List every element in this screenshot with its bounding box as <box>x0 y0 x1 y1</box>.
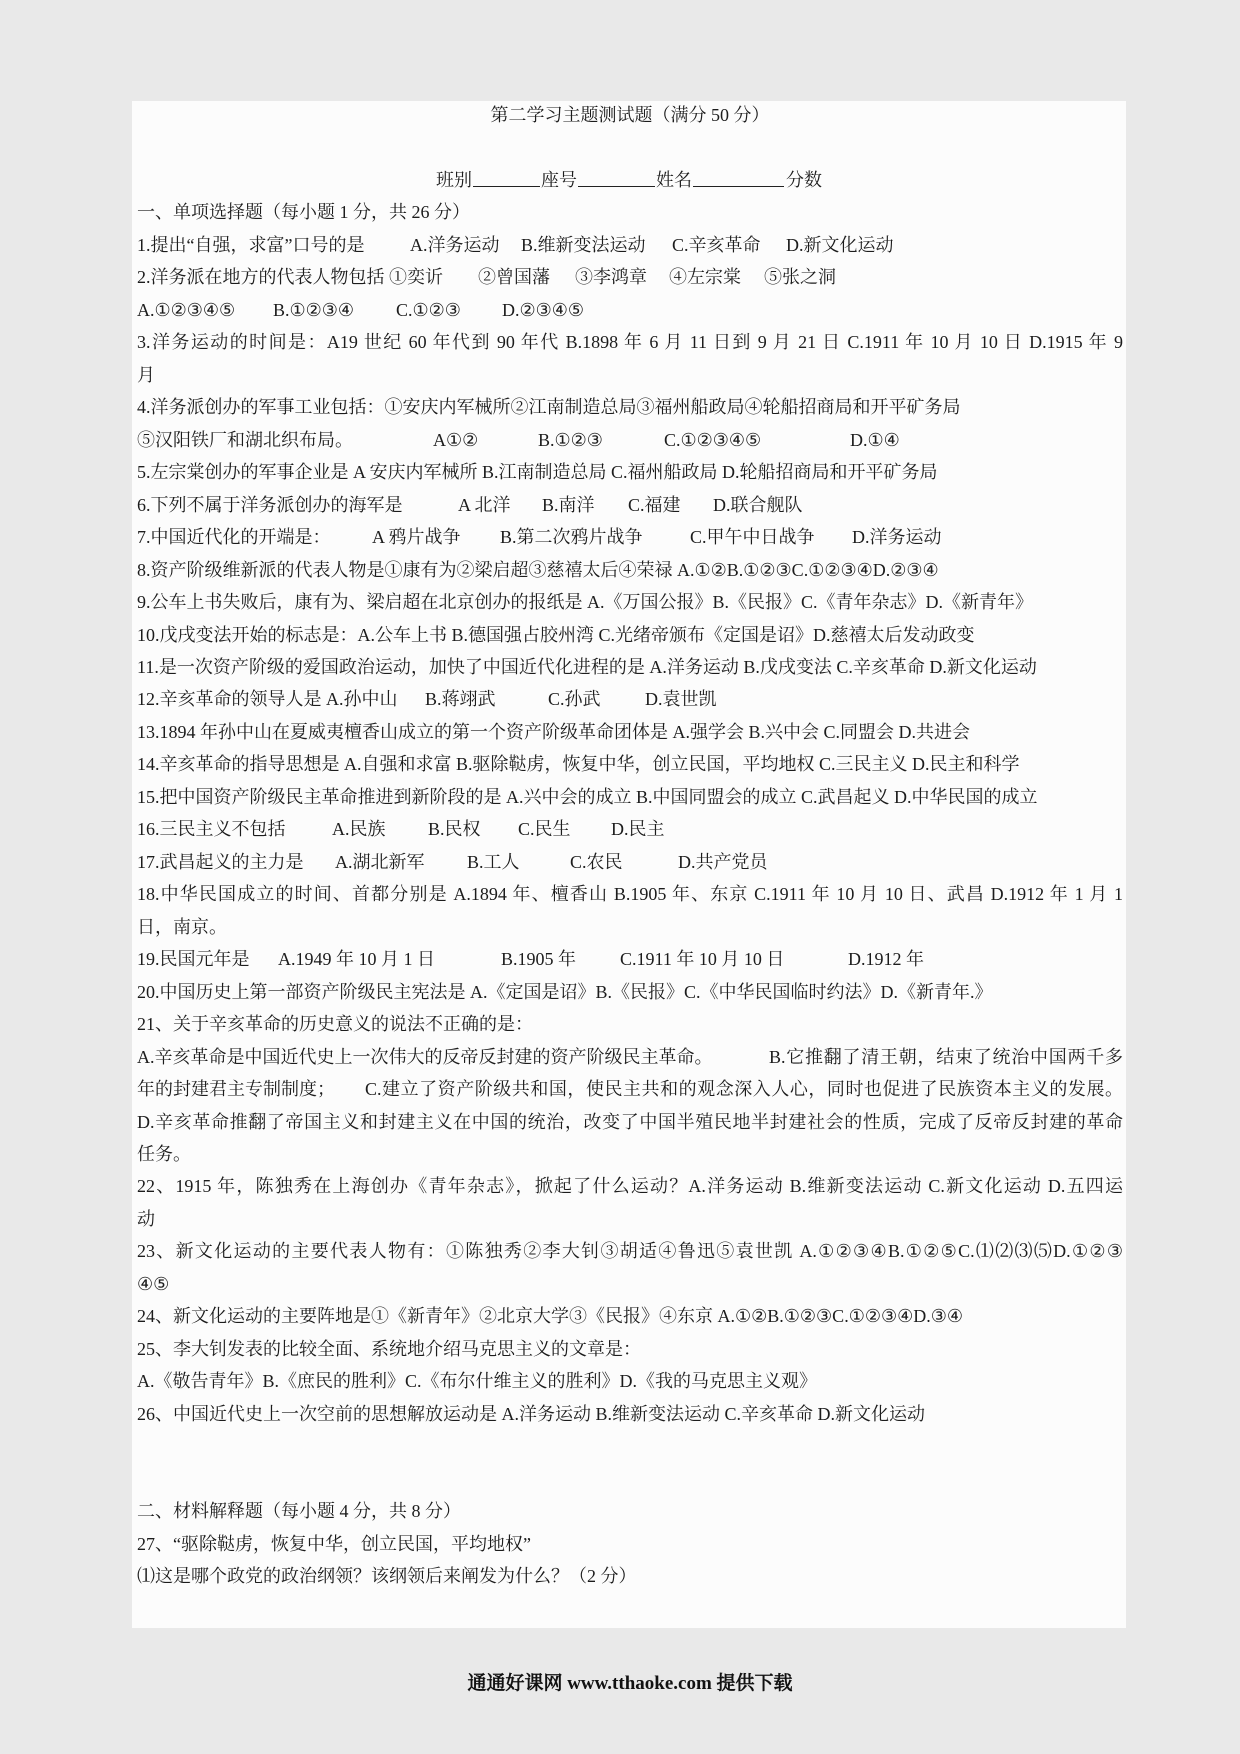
question-22 <box>137 1170 1123 1235</box>
question-5 <box>137 456 1123 488</box>
option-a: A.民族 <box>332 819 386 840</box>
option-c: C.民生 <box>518 819 571 840</box>
question-25 <box>137 1333 1123 1398</box>
choice-item: ⑤张之洞 <box>764 267 836 288</box>
question-text: 25、李大钊发表的比较全面、系统地介绍马克思主义的文章是： <box>137 1338 641 1359</box>
question-text: 27、“驱除鞑虏，恢复中华，创立民国，平均地权” <box>137 1533 531 1554</box>
section-heading: 二、材料解释题（每小题 4 分，共 8 分） <box>137 1501 461 1522</box>
footer-source-note: 通通好课网 www.tthaoke.com 提供下载 <box>467 1673 793 1694</box>
question-18 <box>137 878 1123 943</box>
question-line <box>137 261 1123 293</box>
option-a: A 鸦片战争 <box>372 527 461 548</box>
option-b: B.民权 <box>428 819 481 840</box>
question-line <box>137 424 1123 456</box>
question-options: A.《敬告青年》B.《庶民的胜利》C.《布尔什维主义的胜利》D.《我的马克思主义观》 <box>137 1371 818 1392</box>
question-text: 8.资产阶级维新派的代表人物是①康有为②梁启超③慈禧太后④荣禄 A.①②B.①②③C.①②③④D.②③④ <box>137 559 939 580</box>
option-b: B.①②③④ <box>273 299 355 320</box>
spacer <box>137 1430 1123 1462</box>
sub-question: ⑴这是哪个政党的政治纲领？该纲领后来阐发为什么？（2 分） <box>137 1566 637 1587</box>
option-d: D.共产党员 <box>678 851 768 872</box>
question-stem: 12.辛亥革命的领导人是 A.孙中山 <box>137 689 398 710</box>
option-b: B.1905 年 <box>501 949 577 970</box>
question-1 <box>137 229 1123 261</box>
choice-item: ④左宗棠 <box>669 267 741 288</box>
question-stem: 17.武昌起义的主力是 <box>137 851 304 872</box>
section-heading: 一、单项选择题（每小题 1 分，共 26 分） <box>137 202 470 223</box>
question-stem: 7.中国近代化的开端是： <box>137 527 331 548</box>
score-label: 分数 <box>786 169 822 190</box>
question-20 <box>137 976 1123 1008</box>
question-text: 日，南京。 <box>137 916 227 937</box>
option-a: A.①②③④⑤ <box>137 299 236 320</box>
question-4 <box>137 391 1123 456</box>
option-b: B.蒋翊武 <box>425 689 496 710</box>
option-d: D.联合舰队 <box>713 494 803 515</box>
question-21 <box>137 1008 1123 1170</box>
question-12 <box>137 683 1123 715</box>
question-line <box>137 489 1123 521</box>
option-a: A.洋务运动 <box>410 234 500 255</box>
question-2 <box>137 261 1123 326</box>
question-15 <box>137 781 1123 813</box>
option-c: C.①②③④⑤ <box>664 429 762 450</box>
question-stem: 6.下列不属于洋务派创办的海军是 <box>137 494 403 515</box>
question-text: ④⑤ <box>137 1273 170 1294</box>
question-6 <box>137 489 1123 521</box>
question-text: 22、1915 年，陈独秀在上海创办《青年杂志》，掀起了什么运动？A.洋务运动 B.维新变法运动 C.新文化运动 D.五四运 <box>137 1176 1123 1197</box>
question-line <box>137 1041 1123 1073</box>
question-text: 3.洋务运动的时间是：A19 世纪 60 年代到 90 年代 B.1898 年 6 月 11 日到 9 月 21 日 C.1911 年 10 月 10 日 D.1915 年 9 <box>137 332 1123 353</box>
choice-item: ②曾国藩 <box>478 267 550 288</box>
question-text: 20.中国历史上第一部资产阶级民主宪法是 A.《定国是诏》B.《民报》C.《中华民国临时约法》D.《新青年.》 <box>137 981 993 1002</box>
option-b: B.①②③ <box>538 429 603 450</box>
question-27 <box>137 1528 1123 1593</box>
option-a: A.1949 年 10 月 1 日 <box>278 949 435 970</box>
option-d: D.辛亥革命推翻了帝国主义和封建主义在中国的统治，改变了中国半殖民地半封建社会的性质，完成了反帝反封建的革命 <box>137 1111 1123 1132</box>
question-26 <box>137 1398 1123 1430</box>
question-10 <box>137 619 1123 651</box>
question-24 <box>137 1300 1123 1332</box>
exam-title: 第二学习主题测试题（满分 50 分） <box>490 105 770 125</box>
question-stem: 19.民国元年是 <box>137 949 250 970</box>
option-a: A 北洋 <box>458 494 511 515</box>
question-text: 24、新文化运动的主要阵地是①《新青年》②北京大学③《民报》④东京 A.①②B.①②③C.①②③④D.③④ <box>137 1306 964 1327</box>
question-text: 18.中华民国成立的时间、首都分别是 A.1894 年、檀香山 B.1905 年、东京 C.1911 年 10 月 10 日、武昌 D.1912 年 1 月 1 <box>137 884 1123 905</box>
question-text: 14.辛亥革命的指导思想是 A.自强和求富 B.驱除鞑虏，恢复中华，创立民国，平均地权 C.三民主义 D.民主和科学 <box>137 754 1020 775</box>
question-text: 10.戊戌变法开始的标志是：A.公车上书 B.德国强占胶州湾 C.光绪帝颁布《定国是诏》D.慈禧太后发动政变 <box>137 624 975 645</box>
option-c: C.建立了资产阶级共和国，使民主共和的观念深入人心，同时也促进了民族资本主义的发展。 <box>365 1079 1123 1100</box>
question-stem: 2.洋务派在地方的代表人物包括 ①奕䜣 <box>137 267 443 288</box>
option-d: D.新文化运动 <box>786 234 894 255</box>
option-d-continued: 任务。 <box>137 1144 191 1164</box>
question-line <box>137 813 1123 845</box>
question-text: 13.1894 年孙中山在夏威夷檀香山成立的第一个资产阶级革命团体是 A.强学会 B.兴中会 C.同盟会 D.共进会 <box>137 721 971 742</box>
option-a: A.湖北新军 <box>335 851 425 872</box>
option-c: C.农民 <box>570 851 623 872</box>
question-line <box>137 229 1123 261</box>
question-text: 23、新文化运动的主要代表人物有：①陈独秀②李大钊③胡适④鲁迅⑤袁世凯 A.①②③④B.①②⑤C.⑴⑵⑶⑸D.①②③ <box>137 1241 1123 1262</box>
option-d: D.民主 <box>611 819 665 840</box>
question-text: 4.洋务派创办的军事工业包括：①安庆内军械所②江南制造总局③福州船政局④轮船招商局和开平矿务局 <box>137 397 961 418</box>
question-line <box>137 846 1123 878</box>
option-d: D.洋务运动 <box>852 527 942 548</box>
question-9 <box>137 586 1123 618</box>
option-c: C.孙武 <box>548 689 601 710</box>
class-blank <box>473 186 540 187</box>
option-d: D.①④ <box>850 429 900 450</box>
name-label: 姓名 <box>656 169 692 190</box>
option-a: A.辛亥革命是中国近代史上一次伟大的反帝反封建的资产阶级民主革命。 <box>137 1046 713 1067</box>
exam-page <box>137 99 1123 1593</box>
question-text: 15.把中国资产阶级民主革命推进到新阶段的是 A.兴中会的成立 B.中国同盟会的成立 C.武昌起义 D.中华民国的成立 <box>137 786 1038 807</box>
question-11 <box>137 651 1123 683</box>
question-14 <box>137 748 1123 780</box>
option-b: B.工人 <box>467 851 520 872</box>
question-stem: 1.提出“自强，求富”口号的是 <box>137 234 365 255</box>
option-b: B.维新变法运动 <box>521 234 646 255</box>
question-7 <box>137 521 1123 553</box>
question-text: 21、关于辛亥革命的历史意义的说法不正确的是： <box>137 1014 533 1035</box>
name-blank <box>693 186 784 187</box>
question-stem: 16.三民主义不包括 <box>137 819 286 840</box>
spacer <box>137 131 1123 163</box>
seat-label: 座号 <box>541 169 577 190</box>
question-text: 26、中国近代史上一次空前的思想解放运动是 A.洋务运动 B.维新变法运动 C.辛亥革命 D.新文化运动 <box>137 1403 926 1424</box>
choice-item: ③李鸿章 <box>575 267 647 288</box>
option-c: C.1911 年 10 月 10 日 <box>620 949 785 970</box>
question-line <box>137 943 1123 975</box>
option-d: D.袁世凯 <box>645 689 717 710</box>
option-b: B.第二次鸦片战争 <box>500 527 643 548</box>
option-c: C.甲午中日战争 <box>690 527 815 548</box>
option-b: B.南洋 <box>542 494 595 515</box>
option-c: C.福建 <box>628 494 681 515</box>
question-3 <box>137 326 1123 391</box>
question-line <box>137 1073 1123 1105</box>
question-16 <box>137 813 1123 845</box>
question-8 <box>137 554 1123 586</box>
option-c: C.辛亥革命 <box>672 234 761 255</box>
question-line <box>137 294 1123 326</box>
option-b: B.它推翻了清王朝，结束了统治中国两千多 <box>769 1046 1123 1067</box>
question-text: 11.是一次资产阶级的爱国政治运动，加快了中国近代化进程的是 A.洋务运动 B.戊戌变法 C.辛亥革命 D.新文化运动 <box>137 656 1037 677</box>
choice-item: ⑤汉阳铁厂和湖北织布局。 <box>137 429 353 450</box>
question-text: 动 <box>137 1208 155 1229</box>
question-text: 月 <box>137 364 155 385</box>
question-19 <box>137 943 1123 975</box>
spacer <box>137 1463 1123 1495</box>
question-line <box>137 521 1123 553</box>
question-text: 9.公车上书失败后，康有为、梁启超在北京创办的报纸是 A.《万国公报》B.《民报》C.《青年杂志》D.《新青年》 <box>137 592 1034 613</box>
option-d: D.1912 年 <box>848 949 924 970</box>
question-17 <box>137 846 1123 878</box>
option-c: C.①②③ <box>396 299 461 320</box>
question-text: 5.左宗棠创办的军事企业是 A 安庆内军械所 B.江南制造总局 C.福州船政局 D.轮船招商局和开平矿务局 <box>137 462 938 483</box>
question-line <box>137 683 1123 715</box>
question-13 <box>137 716 1123 748</box>
seat-blank <box>578 186 655 187</box>
option-d: D.②③④⑤ <box>502 299 585 320</box>
question-23 <box>137 1235 1123 1300</box>
class-label: 班别 <box>436 169 472 190</box>
student-info-line <box>137 164 1123 196</box>
option-b-continued: 年的封建君主专制制度； <box>137 1079 335 1100</box>
option-a: A①② <box>433 429 479 450</box>
